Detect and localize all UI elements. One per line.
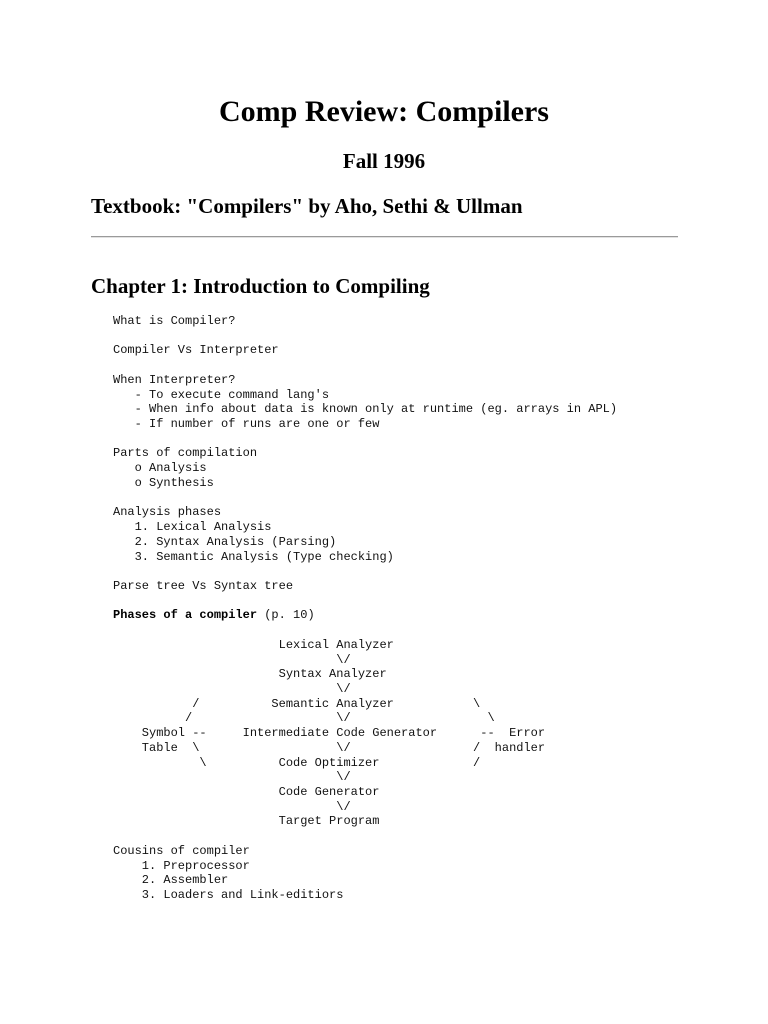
analysis-phase-item: 3. Semantic Analysis (Type checking): [113, 549, 394, 564]
when-interpreter-item: - To execute command lang's: [113, 387, 330, 402]
diagram-line: \/: [113, 652, 351, 667]
diagram-line: \/: [113, 681, 351, 696]
parts-item: o Synthesis: [113, 475, 214, 490]
chapter-heading: Chapter 1: Introduction to Compiling: [91, 274, 430, 298]
horizontal-rule: [91, 236, 678, 238]
when-interpreter-item: - If number of runs are one or few: [113, 417, 380, 432]
diagram-line: Target Program: [113, 814, 380, 829]
phases-heading-bold: Phases of a compiler: [113, 608, 258, 623]
page-subtitle: Fall 1996: [342, 149, 426, 173]
when-interpreter-heading: When Interpreter?: [113, 372, 236, 387]
phases-page-ref: (p. 10): [257, 608, 315, 623]
cousins-item: 1. Preprocessor: [113, 858, 250, 873]
diagram-line: Syntax Analyzer: [113, 667, 387, 682]
diagram-line: Symbol -- Intermediate Code Generator -- Error: [113, 726, 546, 741]
parse-vs-syntax-tree: Parse tree Vs Syntax tree: [113, 578, 294, 593]
diagram-line: / Semantic Analyzer \: [113, 696, 481, 711]
diagram-line: \/: [113, 799, 351, 814]
diagram-line: / \/ \: [113, 711, 495, 726]
analysis-phase-item: 1. Lexical Analysis: [113, 520, 272, 535]
question-what-is-compiler: What is Compiler?: [113, 314, 236, 328]
parts-item: o Analysis: [113, 461, 207, 476]
diagram-line: \/: [113, 770, 351, 785]
analysis-phases-heading: Analysis phases: [113, 505, 222, 520]
diagram-line: Table \ \/ / handler: [113, 740, 546, 755]
when-interpreter-item: - When info about data is known only at runtime (eg. arrays in APL): [113, 402, 618, 417]
diagram-line: Code Generator: [113, 785, 380, 799]
parts-heading: Parts of compilation: [113, 446, 258, 461]
cousins-item: 3. Loaders and Link-editiors: [113, 888, 344, 903]
diagram-line: \ Code Optimizer /: [113, 755, 481, 770]
question-compiler-vs-interpreter: Compiler Vs Interpreter: [113, 343, 279, 358]
chapter-body: [113, 314, 617, 903]
cousins-heading: Cousins of compiler: [113, 843, 250, 858]
cousins-item: 2. Assembler: [113, 873, 229, 888]
page-title: Comp Review: Compilers: [219, 95, 549, 128]
textbook-citation: Textbook: "Compilers" by Aho, Sethi & Ullman: [91, 194, 523, 218]
diagram-line: Lexical Analyzer: [113, 637, 394, 652]
analysis-phase-item: 2. Syntax Analysis (Parsing): [113, 534, 337, 549]
